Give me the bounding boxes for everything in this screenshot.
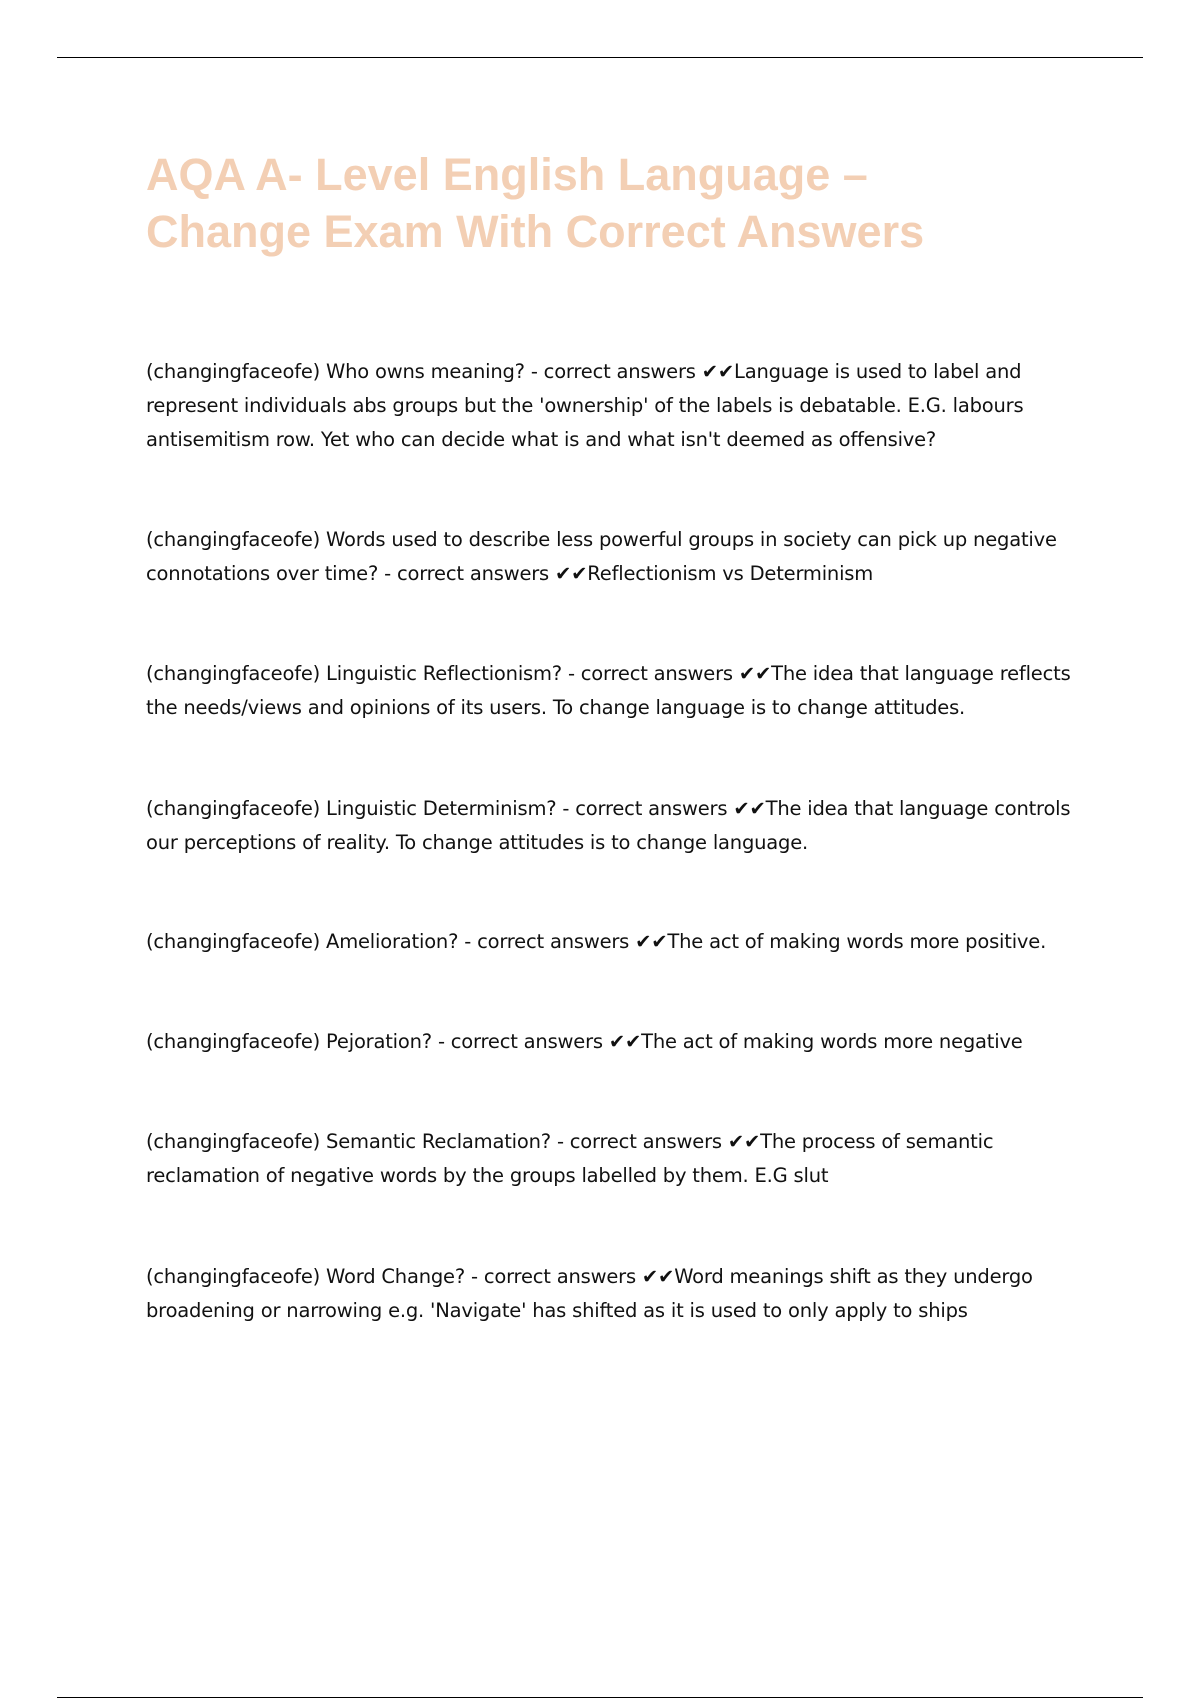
answer-marker: - correct answers ✔✔ bbox=[437, 1030, 642, 1053]
answer-marker: - correct answers ✔✔ bbox=[471, 1265, 675, 1288]
answer-marker: - correct answers ✔✔ bbox=[530, 360, 735, 383]
qa-item bbox=[146, 355, 1096, 457]
answer-text: The idea that language reflects the needs/views and opinions of its users. To change language is to change attitudes. bbox=[146, 662, 1071, 719]
answer-marker: - correct answers ✔✔ bbox=[562, 797, 766, 820]
question-text: (changingfaceofe) Pejoration? bbox=[146, 1030, 432, 1053]
question-text: (changingfaceofe) Amelioration? bbox=[146, 930, 459, 953]
answer-text: The idea that language controls our perceptions of reality. To change attitudes is to change language. bbox=[146, 797, 1071, 854]
question-text: (changingfaceofe) Linguistic Reflectionism? bbox=[146, 662, 562, 685]
answer-text: Reflectionism vs Determinism bbox=[587, 562, 874, 585]
answer-marker: - correct answers ✔✔ bbox=[464, 930, 668, 953]
answer-text: The process of semantic reclamation of negative words by the groups labelled by them. E.G slut bbox=[146, 1130, 994, 1187]
answer-text: The act of making words more positive. bbox=[667, 930, 1047, 953]
qa-item bbox=[146, 1025, 1096, 1059]
question-text: (changingfaceofe) Words used to describe less powerful groups in society can pick up negative connotations over time? bbox=[146, 528, 1057, 585]
answer-text: Language is used to label and represent individuals abs groups but the 'ownership' of the labels is debatable. E.G. labours antisemitism row. Yet who can decide what is and what isn't deemed as offensive? bbox=[146, 360, 1024, 451]
qa-item bbox=[146, 925, 1096, 959]
header-rule bbox=[57, 57, 1143, 58]
answer-marker: - correct answers ✔✔ bbox=[384, 562, 588, 585]
question-text: (changingfaceofe) Word Change? bbox=[146, 1265, 465, 1288]
document-title bbox=[146, 146, 1106, 260]
footer-rule bbox=[57, 1697, 1143, 1698]
answer-marker: - correct answers ✔✔ bbox=[556, 1130, 761, 1153]
qa-item bbox=[146, 523, 1096, 591]
question-text: (changingfaceofe) Linguistic Determinism? bbox=[146, 797, 557, 820]
answer-text: Word meanings shift as they undergo broadening or narrowing e.g. 'Navigate' has shifted as it is used to only apply to ships bbox=[146, 1265, 1033, 1322]
qa-item bbox=[146, 1125, 1096, 1193]
title-line-1: AQA A- Level English Language – bbox=[146, 149, 868, 200]
qa-item bbox=[146, 657, 1096, 725]
answer-marker: - correct answers ✔✔ bbox=[567, 662, 772, 685]
qa-item bbox=[146, 1260, 1096, 1328]
question-text: (changingfaceofe) Who owns meaning? bbox=[146, 360, 525, 383]
answer-text: The act of making words more negative bbox=[641, 1030, 1023, 1053]
title-line-2: Change Exam With Correct Answers bbox=[146, 206, 925, 257]
question-text: (changingfaceofe) Semantic Reclamation? bbox=[146, 1130, 551, 1153]
qa-item bbox=[146, 792, 1096, 860]
